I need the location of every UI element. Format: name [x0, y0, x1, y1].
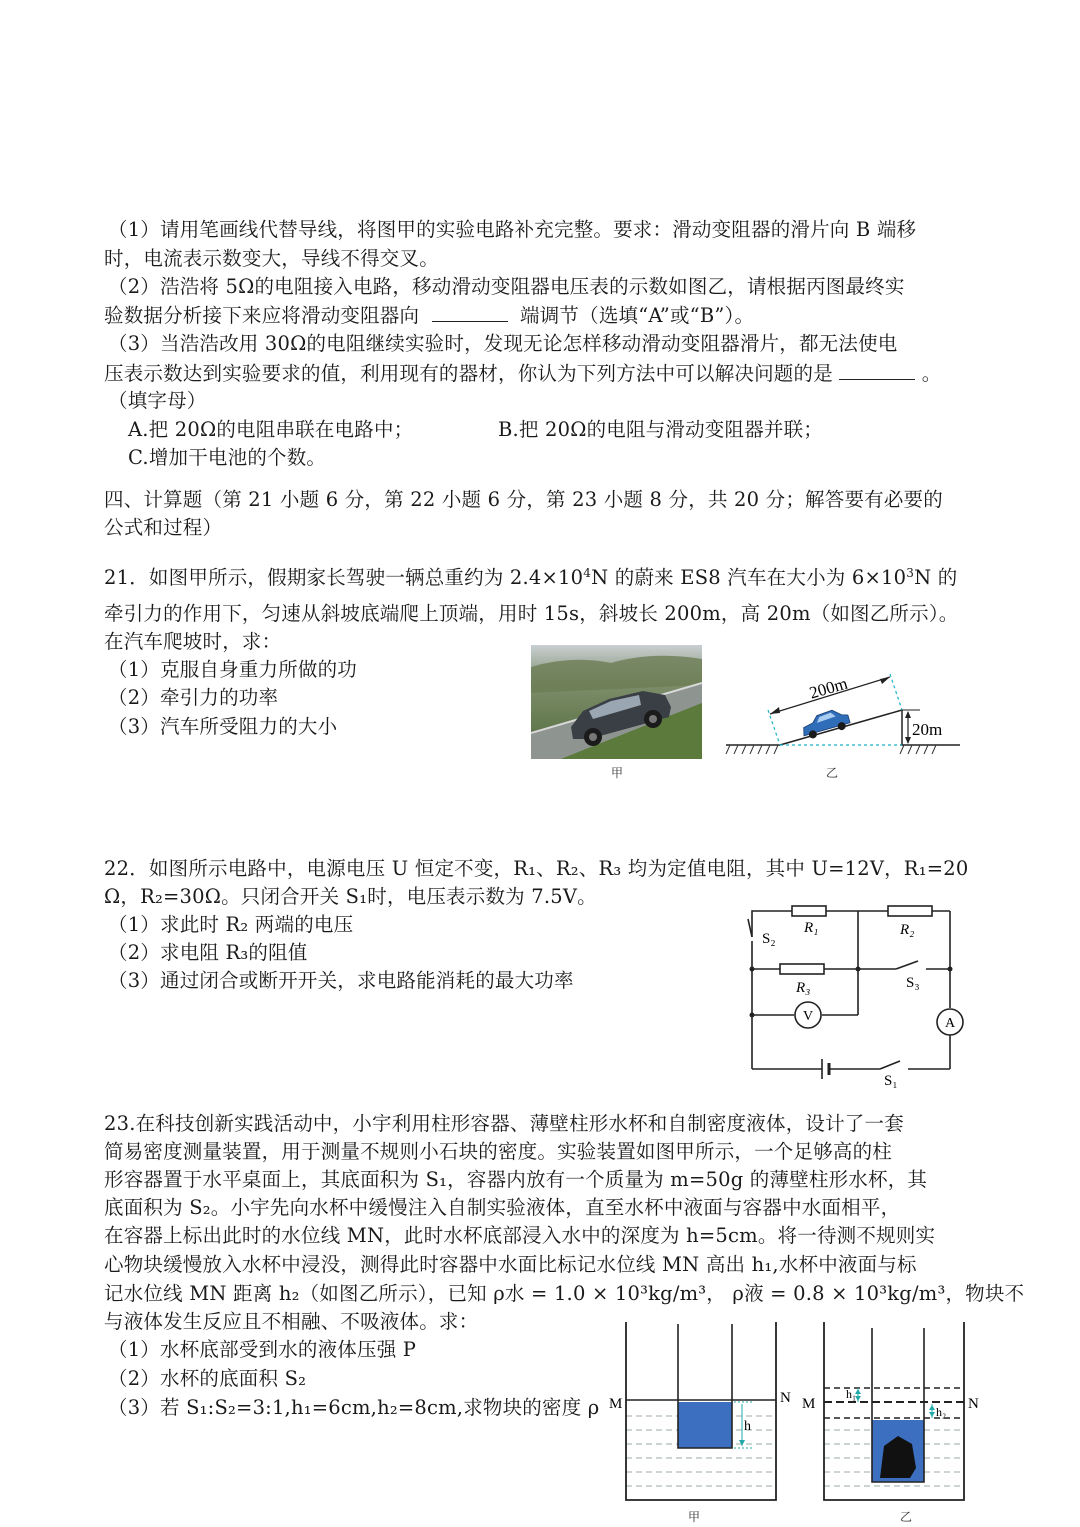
q20-part2-answer-blank[interactable]: [432, 301, 508, 322]
fig-jia-h-label: h: [744, 1419, 751, 1434]
q23-line6: 心物块缓慢放入水杯中浸没，测得此时容器中水面比标记水位线 MN 高出 h₁,水杯中液面与标: [104, 1253, 917, 1276]
q23-fig-jia-caption: 甲: [688, 1510, 701, 1524]
q22-line1: 22．如图所示电路中，电源电压 U 恒定不变，R₁、R₂、R₃ 均为定值电阻，其中 U=12V，R₁=20: [104, 857, 969, 880]
q20-part2-text-post: 端调节（选填“A”或“B”）。: [520, 304, 755, 327]
q20-part2-line1: （2）浩浩将 5Ω的电阻接入电路，移动滑动变阻器电压表的示数如图乙，请根据丙图最终实: [108, 275, 905, 298]
q22-sub1: （1）求此时 R₂ 两端的电压: [108, 913, 354, 936]
q23-sub1: （1）水杯底部受到水的液体压强 P: [108, 1338, 417, 1361]
fig-jia-n-label: N: [780, 1390, 791, 1406]
car-icon: [799, 706, 851, 740]
q20-option-b: B.把 20Ω的电阻与滑动变阻器并联；: [498, 418, 824, 441]
q20-part3-note: （填字母）: [108, 389, 207, 412]
q23-line2: 简易密度测量装置，用于测量不规则小石块的密度。实验装置如图甲所示，一个足够高的柱: [104, 1140, 893, 1163]
q20-part3-line1: （3）当浩浩改用 30Ω的电阻继续实验时，发现无论怎样移动滑动变阻器滑片，都无法使电: [108, 332, 898, 355]
q21-line2: 牵引力的作用下，匀速从斜坡底端爬上顶端，用时 15s，斜坡长 200m，高 20m（如图乙所示）。: [104, 602, 959, 625]
q22-line2: Ω，R₂=30Ω。只闭合开关 S₁时，电压表示数为 7.5V。: [104, 885, 597, 908]
q23-line7: 记水位线 MN 距离 h₂（如图乙所示），已知 ρ水 = 1.0 × 10³kg/m³， ρ液 = 0.8 × 10³kg/m³，物块不: [104, 1282, 1025, 1305]
q22-sub2: （2）求电阻 R₃的阻值: [108, 941, 308, 964]
slope-height-label: 20m: [912, 720, 943, 739]
q20-part3-text-post: 。: [921, 362, 942, 385]
q21-sub1: （1）克服自身重力所做的功: [108, 658, 358, 681]
section4-header-line1: 四、计算题（第 21 小题 6 分，第 22 小题 6 分，第 23 小题 8 分，共 20 分；解答要有必要的: [104, 488, 943, 511]
q21-line1: [104, 559, 957, 592]
q23-line4: 底面积为 S₂。小宇先向水杯中缓慢注入自制实验液体，直至水杯中液面与容器中水面相平，: [104, 1196, 901, 1219]
q21-fig-yi-caption: 乙: [826, 766, 839, 780]
q23-sub2: （2）水杯的底面积 S₂: [108, 1367, 307, 1390]
q21-sub2: （2）牵引力的功率: [108, 686, 279, 709]
slope-diagram: [724, 668, 964, 758]
container-fig-yi: [798, 1318, 988, 1510]
circuit-r3-label: R₃: [796, 980, 811, 996]
q21-line1-b: N 的蔚来 ES8 汽车在大小为 6×10: [591, 566, 907, 589]
q21-sub3: （3）汽车所受阻力的大小: [108, 715, 338, 738]
q23-line5: 在容器上标出此时的水位线 MN，此时水杯底部浸入水中的深度为 h=5cm。将一待测不规则实: [104, 1224, 936, 1247]
circuit-s2-label: S₂: [762, 931, 776, 947]
q21-line3: 在汽车爬坡时，求：: [104, 630, 282, 653]
circuit-s3-label: S₃: [906, 975, 920, 991]
q20-part2-text-pre: 验数据分析接下来应将滑动变阻器向: [104, 304, 420, 327]
ammeter-label: A: [945, 1016, 956, 1031]
q20-part1-line1: （1）请用笔画线代替导线，将图甲的实验电路补充完整。要求：滑动变阻器的滑片向 B 端移: [108, 218, 917, 241]
q20-option-c: C.增加干电池的个数。: [128, 446, 327, 469]
container-fig-jia: [606, 1318, 796, 1510]
car-photo: [531, 645, 702, 759]
q23-fig-yi-caption: 乙: [900, 1510, 913, 1524]
q20-option-a: A.把 20Ω的电阻串联在电路中；: [128, 418, 414, 441]
slope-length-label: 200m: [807, 673, 850, 703]
q21-line1-a: 21．如图甲所示，假期家长驾驶一辆总重约为 2.4×10: [104, 566, 584, 589]
q20-part3-text-pre: 压表示数达到实验要求的值，利用现有的器材，你认为下列方法中可以解决问题的是: [104, 362, 833, 385]
circuit-diagram: [740, 897, 970, 1089]
q21-fig-jia-caption: 甲: [611, 766, 624, 780]
q20-part3-line2: [104, 359, 941, 388]
q20-part1-line2: 时，电流表示数变大，导线不得交叉。: [104, 247, 439, 270]
fig-yi-m-label: M: [802, 1396, 816, 1412]
cup-liquid: [678, 1402, 732, 1448]
fig-yi-h2-label: h₂: [936, 1405, 947, 1419]
q21-line1-c: N 的: [914, 566, 958, 589]
circuit-r1-label: R₁: [804, 920, 819, 936]
q23-line1: 23.在科技创新实践活动中，小宇利用柱形容器、薄壁柱形水杯和自制密度液体，设计了一套: [104, 1112, 904, 1135]
q23-line8: 与液体发生反应且不相融、不吸液体。求：: [104, 1310, 479, 1333]
q20-part2-line2: [104, 301, 754, 330]
q21-exp2: 3: [906, 566, 915, 580]
circuit-r2-label: R₂: [900, 922, 915, 938]
q22-sub3: （3）通过闭合或断开开关，求电路能消耗的最大功率: [108, 969, 574, 992]
q23-sub3: （3）若 S₁:S₂=3:1,h₁=6cm,h₂=8cm,求物块的密度 ρ: [108, 1396, 600, 1419]
fig-yi-h1-label: h₁: [846, 1387, 857, 1401]
q20-part3-answer-blank[interactable]: [839, 359, 915, 380]
q21-exp1: 4: [583, 566, 592, 580]
circuit-s1-label: S₁: [884, 1073, 898, 1089]
voltmeter-label: V: [803, 1009, 814, 1024]
q23-line3: 形容器置于水平桌面上，其底面积为 S₁，容器内放有一个质量为 m=50g 的薄壁柱形水杯，其: [104, 1168, 928, 1191]
fig-jia-m-label: M: [609, 1396, 623, 1412]
fig-yi-n-label: N: [968, 1396, 979, 1412]
section4-header-line2: 公式和过程）: [104, 516, 223, 539]
